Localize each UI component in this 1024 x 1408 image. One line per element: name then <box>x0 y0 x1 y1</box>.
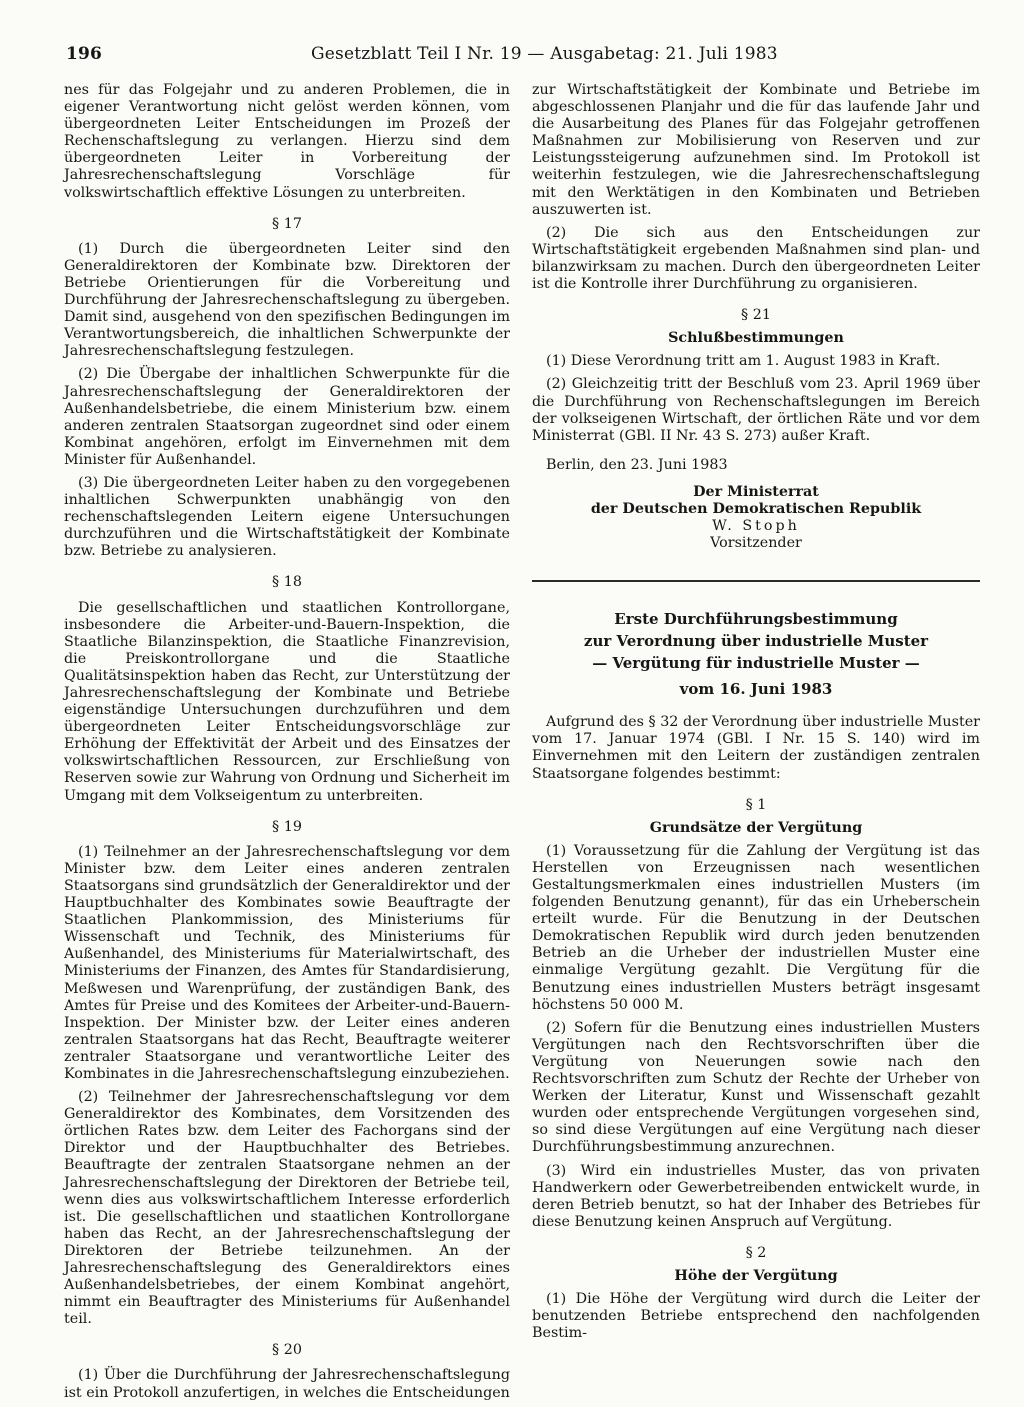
paragraph: (2) Die Übergabe der inhaltlichen Schwerpunkte für die Jahresrechenschaftslegung der Generaldirektoren der Außenhandelsbetriebe, die einem Ministerium bzw. einem anderen zentralen Staatsorgan zugeordnet sind oder einem Kombinat angehören, erfolgt im Einvernehmen mit dem Minister für Außenhandel. <box>64 366 510 468</box>
regulation-date: vom 16. Juni 1983 <box>679 680 833 699</box>
preamble: Aufgrund des § 32 der Verordnung über industrielle Muster vom 17. Januar 1974 (GBl. I Nr. 15 S. 140) wird im Einvernehmen mit den Leitern der zuständigen zentralen Staatsorgane folgendes bestimmt: <box>532 714 980 782</box>
regulation-title-line: — Vergütung für industrielle Muster — <box>592 654 920 673</box>
paragraph: (2) Sofern für die Benutzung eines industriellen Musters Vergütungen nach den Rechtsvorschriften über die Vergütung von Neuerungen sowie nach den Rechtsvorschriften zum Schutz der Rechte der Urheber von Werken der Literatur, Kunst und Wissenschaft gezahlt wurden oder entsprechende Vergütungen vorgesehen sind, so sind diese Vergütungen auf eine Vergütung nach dieser Durchführungsbestimmung anzurechnen. <box>532 1019 980 1156</box>
paragraph: Die gesellschaftlichen und staatlichen Kontrollorgane, insbesondere die Arbeiter-und-Bauern-Inspektion, die Staatliche Bilanzinspektion, die Staatliche Finanzrevision, die Preiskontrollorgane und die Staatliche Qualitätsinspektion haben das Recht, zur Unterstützung der Jahresrechenschaftslegung der Kombinate und Betriebe eigenständige Untersuchungen durchzuführen und dem übergeordneten Leiter Entscheidungsvorschläge zur Erhöhung der Effektivität der Arbeit und des Einsatzes der volkswirtschaftlichen Ressourcen, zur Erschließung von Reserven sowie zur Wahrung von Ordnung und Sicherheit im Umgang mit dem Volkseigentum zu unterbreiten. <box>64 599 510 804</box>
section-heading: § 19 <box>272 818 302 835</box>
paragraph: (2) Gleichzeitig tritt der Beschluß vom 23. April 1969 über die Durchführung von Rechenschaftslegungen im Bereich der volkseigenen Wirtschaft, der örtlichen Räte und vor dem Ministerrat (GBl. II Nr. 43 S. 273) außer Kraft. <box>532 376 980 444</box>
signature-block <box>532 484 980 552</box>
running-title: Gesetzblatt Teil I Nr. 19 — Ausgabetag: 21. Juli 1983 <box>311 44 778 64</box>
regulation-title <box>532 608 980 700</box>
paragraph: (1) Teilnehmer an der Jahresrechenschaftslegung vor dem Minister bzw. dem Leiter eines anderen zentralen Staatsorgans sind grundsätzlich der Generaldirektor und der Hauptbuchhalter des Kombinates sowie Beauftragte der Staatlichen Plankommission, des Ministeriums für Wissenschaft und Technik, des Ministeriums für Außenhandel, des Ministeriums für Materialwirtschaft, des Ministeriums der Finanzen, des Amtes für Standardisierung, Meßwesen und Warenprüfung, der zuständigen Bank, des Amtes für Preise und des Komitees der Arbeiter-und-Bauern-Inspektion. Der Minister bzw. der Leiter eines anderen zentralen Staatsorgans hat das Recht, Beauftragte weiterer zentraler Staatsorgane und verantwortliche Leiter des Kombinates in die Jahresrechenschaftslegung einzubeziehen. <box>64 843 510 1082</box>
section-heading: § 1 <box>745 796 767 813</box>
signatory-body: Der Ministerrat <box>693 483 819 500</box>
paragraph: (3) Wird ein industrielles Muster, das von privaten Handwerkern oder Gewerbetreibenden entwickelt wurde, in deren Betrieb benutzt, so hat der Inhaber des Betriebes für diese Benutzung keinen Anspruch auf Vergütung. <box>532 1162 980 1230</box>
section-heading: § 17 <box>272 215 302 232</box>
paragraph: (1) Voraussetzung für die Zahlung der Vergütung ist das Herstellen von Erzeugnissen nach wesentlichen Gestaltungsmerkmalen eines industriellen Musters (im folgenden Benutzung genannt), für das ein Urheberschein erteilt wurde. Für die Benutzung in der Deutschen Demokratischen Republik wird durch jeden benutzenden Betrieb an die Urheber der industriellen Muster eine einmalige Vergütung gezahlt. Die Vergütung für die Benutzung eines industriellen Musters beträgt insgesamt höchstens 50 000 M. <box>532 842 980 1013</box>
paragraph: (1) Über die Durchführung der Jahresrechenschaftslegung ist ein Protokoll anzufertigen, in welches die Entscheidungen <box>64 1367 510 1401</box>
paragraph: (3) Die übergeordneten Leiter haben zu den vorgegebenen inhaltlichen Schwerpunkten unabhängig von den rechenschaftslegenden Leitern eigene Untersuchungen durchzuführen und die Wirtschaftstätigkeit der Kombinate bzw. Betriebe zu analysieren. <box>64 474 510 560</box>
paragraph: (2) Teilnehmer der Jahresrechenschaftslegung vor dem Generaldirektor des Kombinates, dem Vorsitzenden des örtlichen Rates bzw. dem Leiter des Fachorgans sind der Direktor und der Hauptbuchhalter des Betriebes. Beauftragte der zentralen Staatsorgane nehmen an der Jahresrechenschaftslegung der Direktoren der Betriebe teil, wenn dies aus volkswirtschaftlichem Interesse erforderlich ist. Die gesellschaftlichen und staatlichen Kontrollorgane haben das Recht, an der Jahresrechenschaftslegung der Direktoren der Betriebe teilzunehmen. An der Jahresrechenschaftslegung des Generaldirektors eines Außenhandelsbetriebes, der einem Kombinat angehört, nimmt ein Beauftragter des Ministeriums für Außenhandel teil. <box>64 1089 510 1328</box>
section-heading: § 2 <box>745 1244 767 1261</box>
paragraph: nes für das Folgejahr und zu anderen Problemen, die in eigener Verantwortung nicht gelöst werden können, vom übergeordneten Leiter Entscheidungen im Prozeß der Rechenschaftslegung zu verlangen. Hierzu sind dem übergeordneten Leiter in Vorbereitung der Jahresrechenschaftslegung Vorschläge für volkswirtschaftlich effektive Lösungen zu unterbreiten. <box>64 82 510 201</box>
place-date: Berlin, den 23. Juni 1983 <box>546 456 728 473</box>
regulation-title-line: Erste Durchführungsbestimmung <box>614 610 898 629</box>
left-column <box>64 82 510 1408</box>
section-heading: § 20 <box>272 1342 302 1359</box>
section-title: Schlußbestimmungen <box>668 330 844 347</box>
divider <box>532 580 980 582</box>
section-heading: § 21 <box>741 307 771 324</box>
right-column <box>532 82 980 1348</box>
paragraph: (1) Die Höhe der Vergütung wird durch die Leiter der benutzenden Betriebe entsprechend den nachfolgenden Bestim- <box>532 1291 980 1342</box>
paragraph: (1) Diese Verordnung tritt am 1. August 1983 in Kraft. <box>546 353 941 370</box>
section-title: Grundsätze der Vergütung <box>649 819 863 836</box>
page-number: 196 <box>66 44 103 64</box>
page-header <box>66 44 966 72</box>
regulation-title-line: zur Verordnung über industrielle Muster <box>583 632 929 651</box>
paragraph: (1) Durch die übergeordneten Leiter sind den Generaldirektoren der Kombinate bzw. Direktoren der Betriebe Orientierungen für die Vorbereitung und Durchführung der Jahresrechenschaftslegung zu übergeben. Damit sind, ausgehend von den spezifischen Bedingungen im Verantwortungsbereich, die inhaltlichen Schwerpunkte der Jahresrechenschaftslegung festzulegen. <box>64 240 510 360</box>
paragraph: zur Wirtschaftstätigkeit der Kombinate und Betriebe im abgeschlossenen Planjahr und die für das laufende Jahr und die Ausarbeitung des Planes für das Folgejahr getroffenen Maßnahmen zur Mobilisierung von Reserven und zur Leistungssteigerung aufzunehmen sind. Im Protokoll ist weiterhin festzulegen, wie die Jahresrechenschaftslegung mit den Werktätigen in den Kombinaten und Betrieben auszuwerten ist. <box>532 82 980 218</box>
section-heading: § 18 <box>272 574 302 591</box>
signatory-name: W. Stoph <box>712 518 800 535</box>
section-title: Höhe der Vergütung <box>674 1267 838 1284</box>
signatory-body-2: der Deutschen Demokratischen Republik <box>590 500 922 517</box>
paragraph: (2) Die sich aus den Entscheidungen zur Wirtschaftstätigkeit ergebenden Maßnahmen sind plan- und bilanzwirksam zu machen. Durch den übergeordneten Leiter ist die Kontrolle ihrer Durchführung zu organisieren. <box>532 224 980 293</box>
signatory-role: Vorsitzender <box>710 535 802 552</box>
